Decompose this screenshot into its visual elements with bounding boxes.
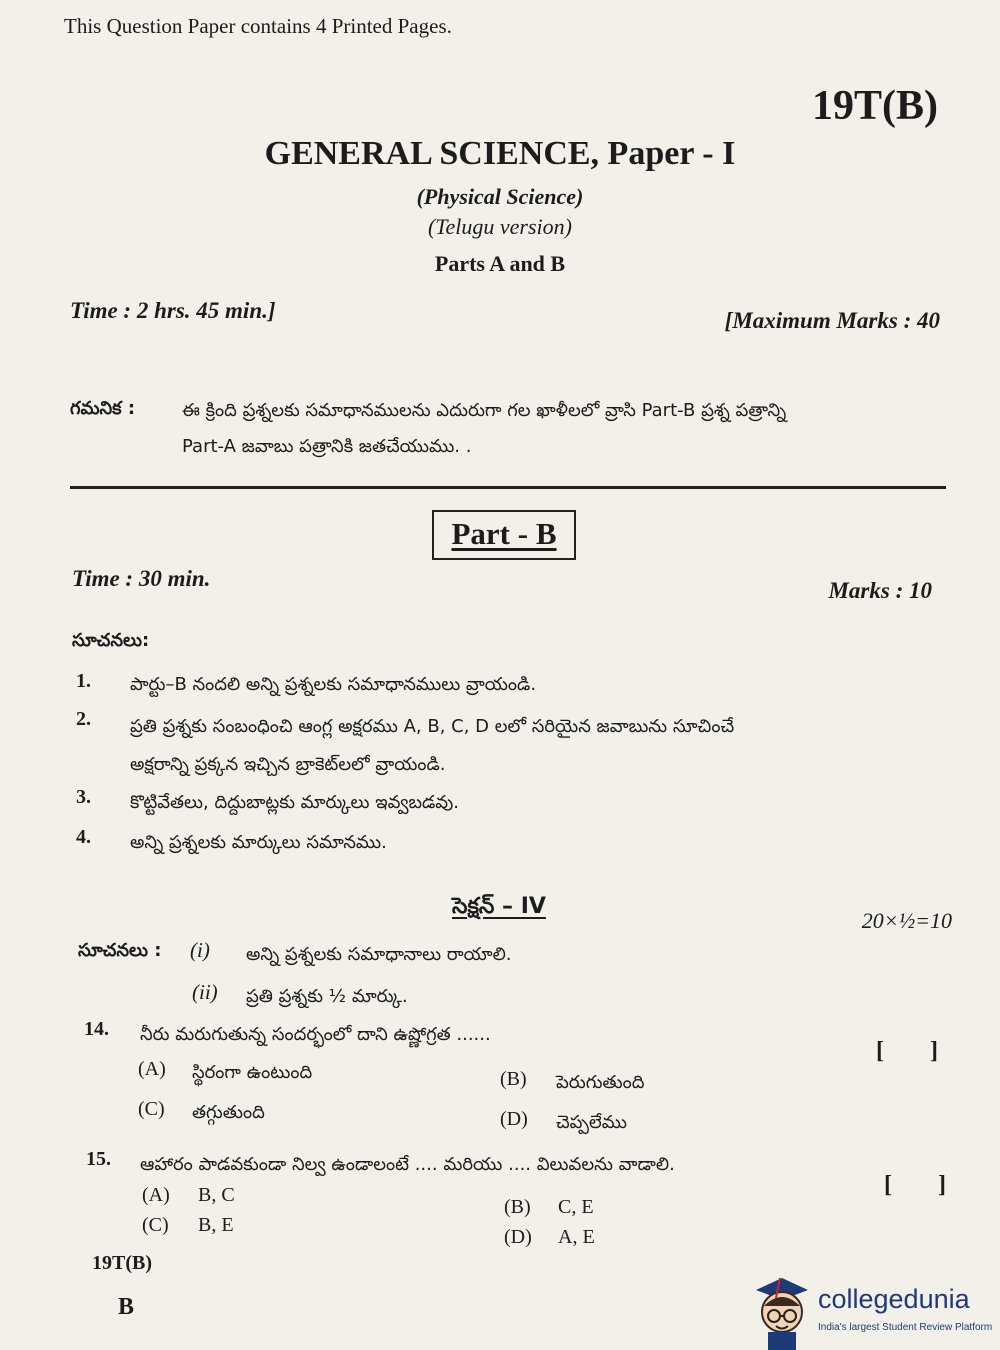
- answer-bracket[interactable]: [ ]: [884, 1172, 946, 1198]
- part-b-heading: Part - B: [451, 516, 557, 551]
- option-text: B, E: [198, 1214, 234, 1236]
- maximum-marks: [Maximum Marks : 40: [724, 308, 940, 333]
- note-line-2: Part-A జవాబు పత్రానికి జతచేయుము. .: [182, 436, 472, 457]
- paper-code: 19T(B): [812, 83, 938, 129]
- paper-parts: Parts A and B: [434, 251, 566, 276]
- instruction-number: 1.: [76, 670, 91, 692]
- option-label: (D): [504, 1226, 532, 1248]
- instruction-text: ప్రతి ప్రశ్నకు సంబంధించి ఆంగ్ల అక్షరము A, B, C, D లలో సరియైన జవాబును సూచించే: [130, 716, 735, 737]
- option-text: స్థిరంగా ఉంటుంది: [192, 1062, 313, 1083]
- part-b-marks: Marks : 10: [828, 578, 932, 603]
- option-text: పెరుగుతుంది: [556, 1072, 645, 1093]
- student-mascot-icon: [752, 1270, 814, 1350]
- option-label: (A): [138, 1058, 166, 1080]
- question-text: ఆహారం పాడవకుండా నిల్వ ఉండాలంటే .... మరియు .... విలువలను వాడాలి.: [140, 1154, 675, 1175]
- collegedunia-watermark: [752, 1270, 1000, 1350]
- watermark-name: collegedunia: [818, 1284, 970, 1314]
- option-text: C, E: [558, 1196, 594, 1218]
- instruction-number: 4.: [76, 826, 91, 848]
- part-b-heading-box: [432, 510, 576, 560]
- instruction-text: అన్ని ప్రశ్నలకు మార్కులు సమానము.: [130, 832, 387, 853]
- watermark-tagline: India's largest Student Review Platform: [818, 1322, 993, 1333]
- instruction-text: పార్టు–B నందలి అన్ని ప్రశ్నలకు సమాధానములు వ్రాయండి.: [130, 674, 537, 695]
- note-label: గమనిక :: [70, 398, 136, 419]
- paper-subtitle: (Physical Science): [416, 184, 584, 209]
- divider: [70, 486, 946, 489]
- section-marks: 20×½=10: [861, 908, 952, 933]
- section-instruction-number: (i): [190, 938, 210, 962]
- section-instruction-text: ప్రతి ప్రశ్నకు ½ మార్కు.: [246, 986, 408, 1007]
- option-label: (B): [500, 1068, 527, 1090]
- section-instruction-number: (ii): [192, 980, 218, 1004]
- question-text: నీరు మరుగుతున్న సందర్భంలో దాని ఉష్ణోగ్రత ......: [140, 1024, 491, 1045]
- option-label: (D): [500, 1108, 528, 1130]
- question-number: 15.: [86, 1148, 111, 1170]
- option-label: (A): [142, 1184, 170, 1206]
- instruction-text-cont: అక్షరాన్ని ప్రక్కన ఇచ్చిన బ్రాకెట్‌లలో వ్రాయండి.: [130, 754, 446, 775]
- note-line-1: ఈ క్రింది ప్రశ్నలకు సమాధానములను ఎదురుగా గల ఖాళీలలో వ్రాసి Part-B ప్రశ్న పత్రాన్ని: [182, 400, 787, 421]
- option-text: B, C: [198, 1184, 235, 1206]
- instruction-text: కొట్టివేతలు, దిద్దుబాట్లకు మార్కులు ఇవ్వబడవు.: [130, 792, 459, 813]
- paper-title: GENERAL SCIENCE, Paper - I: [264, 135, 736, 172]
- paper-version: (Telugu version): [427, 214, 572, 239]
- instruction-number: 2.: [76, 708, 91, 730]
- option-text: తగ్గుతుంది: [192, 1102, 265, 1123]
- page-count-note: This Question Paper contains 4 Printed Pages.: [64, 14, 452, 38]
- section-title: సెక్షన్ – IV: [452, 894, 546, 919]
- total-time: Time : 2 hrs. 45 min.]: [70, 298, 276, 323]
- instructions-heading: సూచనలు:: [72, 630, 150, 651]
- footer-letter: B: [118, 1294, 135, 1320]
- option-label: (C): [142, 1214, 169, 1236]
- instruction-number: 3.: [76, 786, 91, 808]
- section-instruction-text: అన్ని ప్రశ్నలకు సమాధానాలు రాయాలి.: [246, 944, 512, 965]
- footer-paper-code: 19T(B): [92, 1252, 152, 1274]
- section-instructions-label: సూచనలు :: [78, 940, 162, 961]
- answer-bracket[interactable]: [ ]: [876, 1038, 938, 1064]
- question-number: 14.: [84, 1018, 109, 1040]
- option-text: చెప్పలేము: [556, 1112, 628, 1133]
- part-b-time: Time : 30 min.: [72, 566, 211, 591]
- option-label: (C): [138, 1098, 165, 1120]
- option-text: A, E: [558, 1226, 595, 1248]
- option-label: (B): [504, 1196, 531, 1218]
